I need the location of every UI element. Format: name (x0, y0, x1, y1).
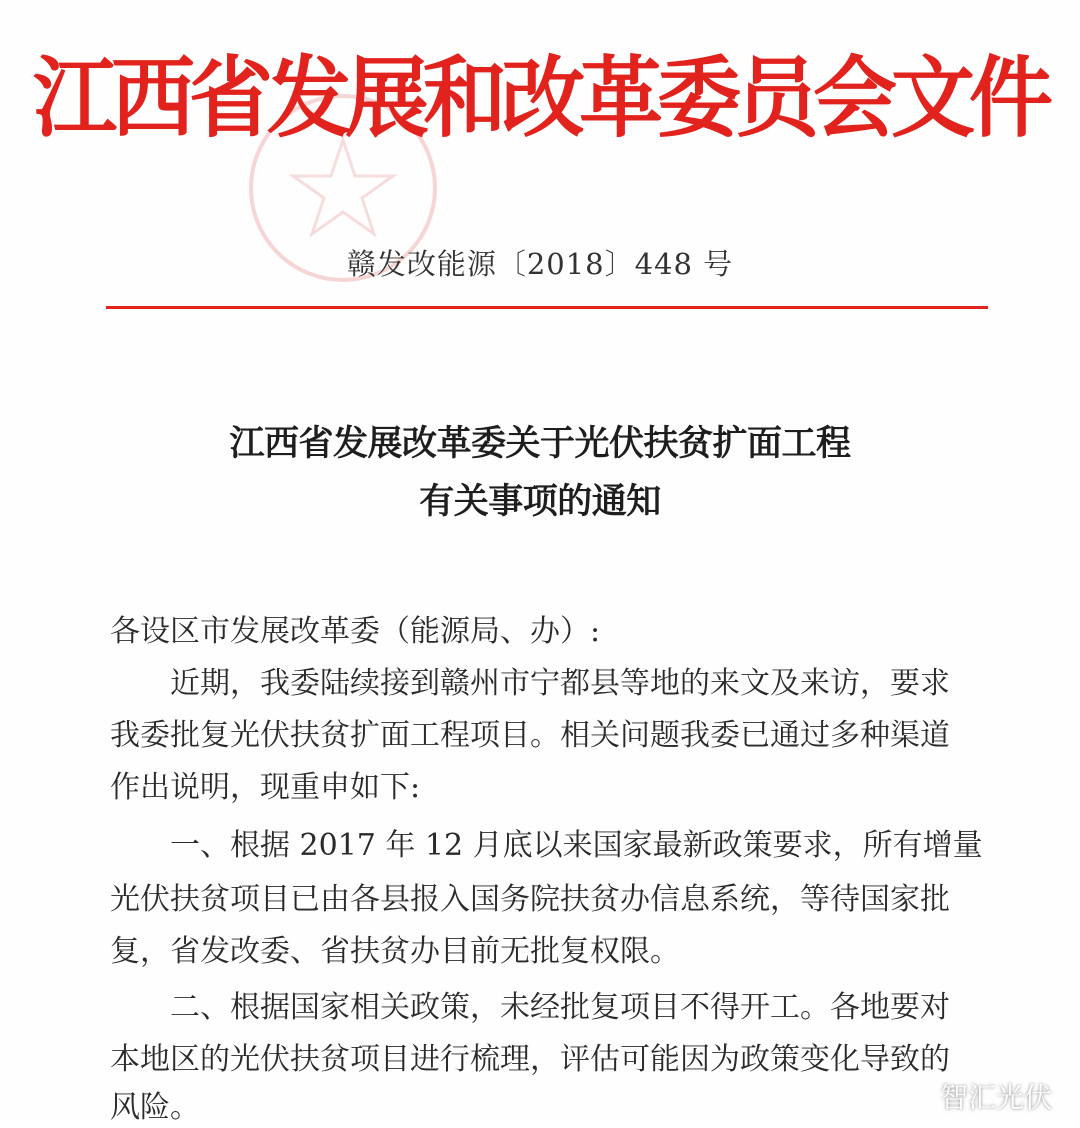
body-line: 近期，我委陆续接到赣州市宁都县等地的来文及来访，要求 (110, 666, 950, 701)
body-line-addressee: 各设区市发展改革委（能源局、办）: (110, 614, 601, 649)
body-line: 复，省发改委、省扶贫办目前无批复权限。 (110, 934, 680, 969)
document-number: 赣发改能源〔2018〕448 号 (346, 247, 734, 281)
body-line: 我委批复光伏扶贫扩面工程项目。相关问题我委已通过多种渠道 (110, 718, 950, 753)
red-divider-line (106, 306, 988, 309)
body-line: 风险。 (110, 1090, 200, 1125)
body-line: 本地区的光伏扶贫项目进行梳理，评估可能因为政策变化导致的 (110, 1042, 950, 1077)
body-line: 二、根据国家相关政策，未经批复项目不得开工。各地要对 (110, 990, 950, 1025)
notice-title-line-2: 有关事项的通知 (419, 481, 661, 522)
masthead-title: 江西省发展和改革委员会文件 (32, 45, 1047, 150)
body-line: 一、根据 2017 年 12 月底以来国家最新政策要求，所有增量 (110, 828, 983, 863)
watermark-text: 智汇光伏 (939, 1081, 1052, 1114)
watermark (900, 1076, 1052, 1116)
body-line: 光伏扶贫项目已由各县报入国务院扶贫办信息系统，等待国家批 (110, 882, 950, 917)
wechat-icon (900, 1082, 934, 1110)
body-line: 作出说明，现重申如下: (110, 770, 421, 805)
notice-title-line-1: 江西省发展改革委关于光伏扶贫扩面工程 (229, 423, 851, 464)
